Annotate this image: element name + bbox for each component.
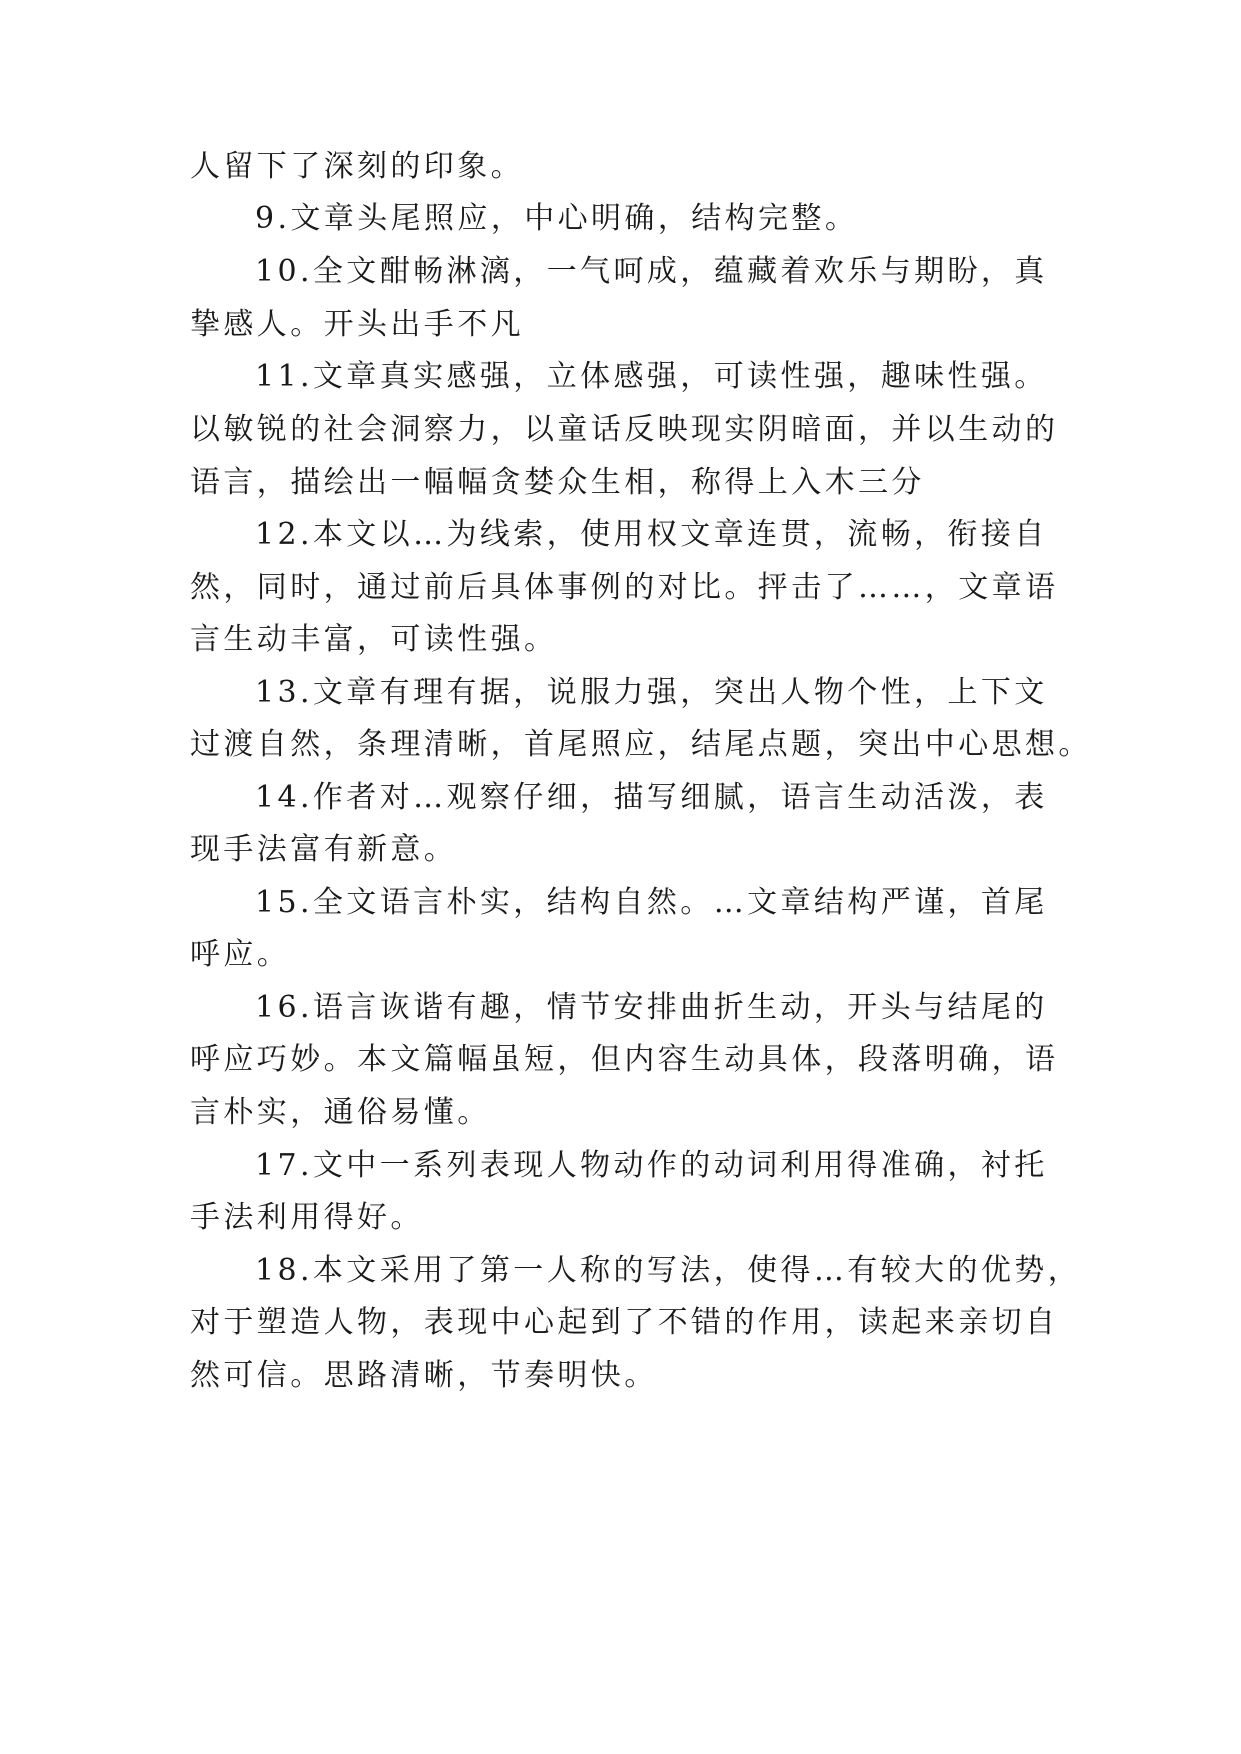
text-line: 11.文章真实感强，立体感强，可读性强，趣味性强。 [255, 359, 1048, 394]
text-line: 呼应。 [190, 937, 291, 972]
text-line: 过渡自然，条理清晰，首尾照应，结尾点题，突出中心思想。 [190, 727, 1092, 762]
text-line: 人留下了深刻的印象。 [190, 149, 524, 184]
text-line: 15.全文语言朴实，结构自然。…文章结构严谨，首尾 [255, 885, 1048, 920]
text-line: 10.全文酣畅淋漓，一气呵成，蕴藏着欢乐与期盼，真 [255, 254, 1048, 289]
text-line: 手法利用得好。 [190, 1200, 424, 1235]
text-line: 然，同时，通过前后具体事例的对比。抨击了……，文章语 [190, 570, 1059, 605]
text-line: 以敏锐的社会洞察力，以童话反映现实阴暗面，并以生动的 [190, 412, 1059, 447]
text-line: 现手法富有新意。 [190, 832, 458, 867]
text-line: 12.本文以…为线索，使用权文章连贯，流畅，衔接自 [255, 517, 1048, 552]
text-line: 然可信。思路清晰，节奏明快。 [190, 1358, 658, 1393]
text-line: 16.语言诙谐有趣，情节安排曲折生动，开头与结尾的 [255, 990, 1048, 1025]
text-line: 对于塑造人物，表现中心起到了不错的作用，读起来亲切自 [190, 1305, 1059, 1340]
text-line: 17.文中一系列表现人物动作的动词利用得准确，衬托 [255, 1148, 1048, 1183]
text-line: 13.文章有理有据，说服力强，突出人物个性，上下文 [255, 675, 1048, 710]
text-line: 14.作者对…观察仔细，描写细腻，语言生动活泼，表 [255, 780, 1048, 815]
text-line: 9.文章头尾照应，中心明确，结构完整。 [255, 201, 859, 236]
text-line: 言生动丰富，可读性强。 [190, 622, 558, 657]
text-line: 挚感人。开头出手不凡 [190, 307, 524, 342]
text-line: 呼应巧妙。本文篇幅虽短，但内容生动具体，段落明确，语 [190, 1042, 1059, 1077]
text-line: 言朴实，通俗易懂。 [190, 1095, 491, 1130]
text-line: 语言，描绘出一幅幅贪婪众生相，称得上入木三分 [190, 465, 925, 500]
text-line: 18.本文采用了第一人称的写法，使得…有较大的优势， [255, 1253, 1082, 1288]
